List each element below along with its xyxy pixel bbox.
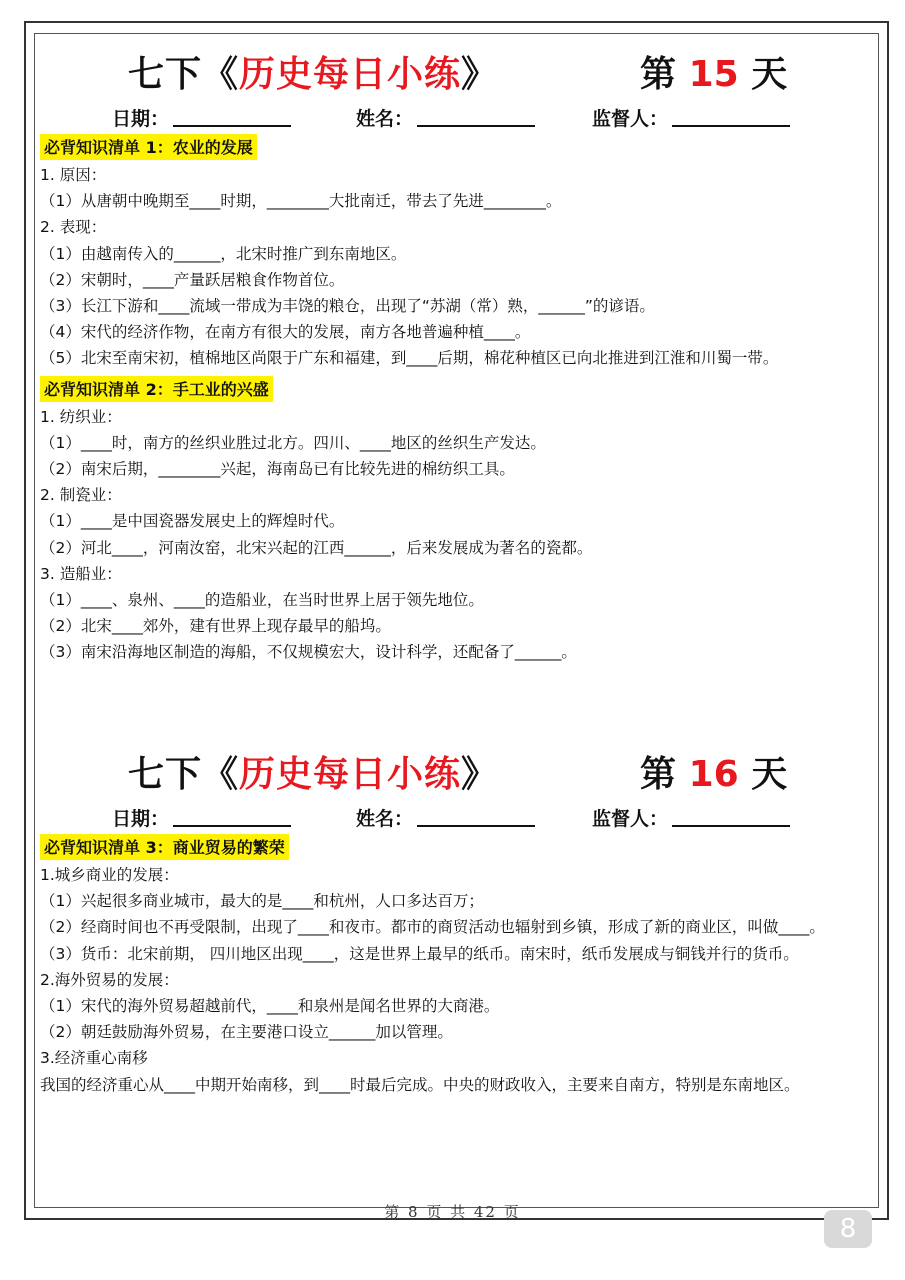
list-item: （1）____时，南方的丝织业胜过北方。四川、____地区的丝织生产发达。 bbox=[40, 433, 546, 452]
list-item: （1）____、泉州、____的造船业，在当时世界上居于领先地位。 bbox=[40, 591, 484, 610]
page-footer: 第 8 页 共 42 页 bbox=[384, 1203, 521, 1221]
list-heading: 必背知识清单 3：商业贸易的繁荣 bbox=[40, 834, 289, 860]
day-number: 15 bbox=[688, 54, 739, 95]
day-number: 16 bbox=[688, 754, 739, 795]
knowledge-list-3 bbox=[40, 830, 870, 1098]
list-item: （4）宋代的经济作物，在南方有很大的发展，南方各地普遍种植____。 bbox=[40, 323, 531, 342]
supervisor-field[interactable] bbox=[592, 804, 790, 831]
list-item: （3）货币：北宋前期， 四川地区出现____，这是世界上最早的纸币。南宋时，纸币发展成与铜钱并行的货币。 bbox=[40, 944, 799, 963]
list-item: （1）宋代的海外贸易超越前代，____和泉州是闻名世界的大商港。 bbox=[40, 997, 500, 1016]
day-suffix: 天 bbox=[751, 754, 788, 795]
date-field[interactable] bbox=[112, 804, 291, 831]
title-suffix: 》 bbox=[461, 54, 499, 95]
list-item: 2.海外贸易的发展： bbox=[40, 970, 179, 989]
supervisor-label: 监督人： bbox=[592, 108, 669, 130]
title-prefix: 七下《 bbox=[128, 754, 240, 795]
supervisor-blank[interactable] bbox=[672, 107, 790, 127]
page-title bbox=[128, 746, 498, 797]
list-item: 3.经济重心南移 bbox=[40, 1049, 148, 1068]
title-prefix: 七下《 bbox=[128, 54, 240, 95]
date-blank[interactable] bbox=[173, 807, 291, 827]
supervisor-label: 监督人： bbox=[592, 808, 669, 830]
list-item: 1. 纺织业： bbox=[40, 407, 122, 426]
list-item: （1）____是中国瓷器发展史上的辉煌时代。 bbox=[40, 512, 345, 531]
list-item: （2）北宋____郊外，建有世界上现存最早的船坞。 bbox=[40, 617, 391, 636]
list-item: （1）由越南传入的______，北宋时推广到东南地区。 bbox=[40, 244, 407, 263]
title-suffix: 》 bbox=[461, 754, 499, 795]
day-label bbox=[640, 746, 787, 797]
name-blank[interactable] bbox=[417, 107, 535, 127]
list-item: 我国的经济重心从____中期开始南移，到____时最后完成。中央的财政收入，主要来自南方，特别是东南地区。 bbox=[40, 1075, 800, 1094]
day-label bbox=[640, 46, 787, 97]
list-item: 1. 原因： bbox=[40, 166, 107, 184]
date-field[interactable] bbox=[112, 104, 291, 131]
knowledge-list-2 bbox=[40, 372, 870, 666]
day-prefix: 第 bbox=[640, 754, 677, 795]
list-item: （1）兴起很多商业城市，最大的是____和杭州，人口多达百万； bbox=[40, 892, 484, 911]
title-row bbox=[40, 746, 870, 800]
page-title bbox=[128, 46, 498, 97]
knowledge-list-1 bbox=[40, 130, 870, 372]
list-item: 2. 表现： bbox=[40, 218, 107, 237]
supervisor-blank[interactable] bbox=[672, 807, 790, 827]
list-item: （2）宋朝时，____产量跃居粮食作物首位。 bbox=[40, 270, 345, 289]
date-label: 日期： bbox=[112, 108, 170, 130]
info-row bbox=[40, 100, 870, 130]
title-row bbox=[40, 46, 870, 100]
day-suffix: 天 bbox=[751, 54, 788, 95]
list-item: （1）从唐朝中晚期至____时期，________大批南迁，带去了先进________。 bbox=[40, 192, 562, 211]
list-item: （2）河北____，河南汝窑，北宋兴起的江西______，后来发展成为著名的瓷都。 bbox=[40, 538, 593, 557]
name-field[interactable] bbox=[356, 804, 535, 831]
list-heading: 必背知识清单 1：农业的发展 bbox=[40, 134, 257, 160]
supervisor-field[interactable] bbox=[592, 104, 790, 131]
list-item: （3）长江下游和____流域一带成为丰饶的粮仓，出现了“苏湖（常）熟，______”的谚语。 bbox=[40, 297, 655, 316]
list-item: 1.城乡商业的发展： bbox=[40, 866, 179, 884]
name-field[interactable] bbox=[356, 104, 535, 131]
list-item: （2）经商时间也不再受限制，出现了____和夜市。都市的商贸活动也辐射到乡镇，形成了新的商业区，叫做____。 bbox=[40, 918, 825, 937]
name-label: 姓名： bbox=[356, 808, 414, 830]
list-item: （2）朝廷鼓励海外贸易，在主要港口设立______加以管理。 bbox=[40, 1023, 453, 1042]
list-item: （5）北宋至南宋初，植棉地区尚限于广东和福建，到____后期，棉花种植区已向北推进到江淮和川蜀一带。 bbox=[40, 349, 779, 368]
day-15-section bbox=[40, 46, 870, 666]
list-item: （2）南宋后期，________兴起，海南岛已有比较先进的棉纺织工具。 bbox=[40, 460, 515, 479]
date-label: 日期： bbox=[112, 808, 170, 830]
day-16-section bbox=[40, 746, 870, 1098]
page-number-badge: 8 bbox=[824, 1210, 872, 1248]
title-red-text: 历史每日小练 bbox=[239, 54, 462, 95]
info-row bbox=[40, 800, 870, 830]
list-item: 3. 造船业： bbox=[40, 564, 122, 583]
name-blank[interactable] bbox=[417, 807, 535, 827]
day-prefix: 第 bbox=[640, 54, 677, 95]
title-red-text: 历史每日小练 bbox=[239, 754, 462, 795]
list-item: 2. 制瓷业： bbox=[40, 486, 122, 505]
date-blank[interactable] bbox=[173, 107, 291, 127]
list-item: （3）南宋沿海地区制造的海船，不仅规模宏大，设计科学，还配备了______。 bbox=[40, 643, 577, 662]
name-label: 姓名： bbox=[356, 108, 414, 130]
list-heading: 必背知识清单 2：手工业的兴盛 bbox=[40, 376, 273, 402]
